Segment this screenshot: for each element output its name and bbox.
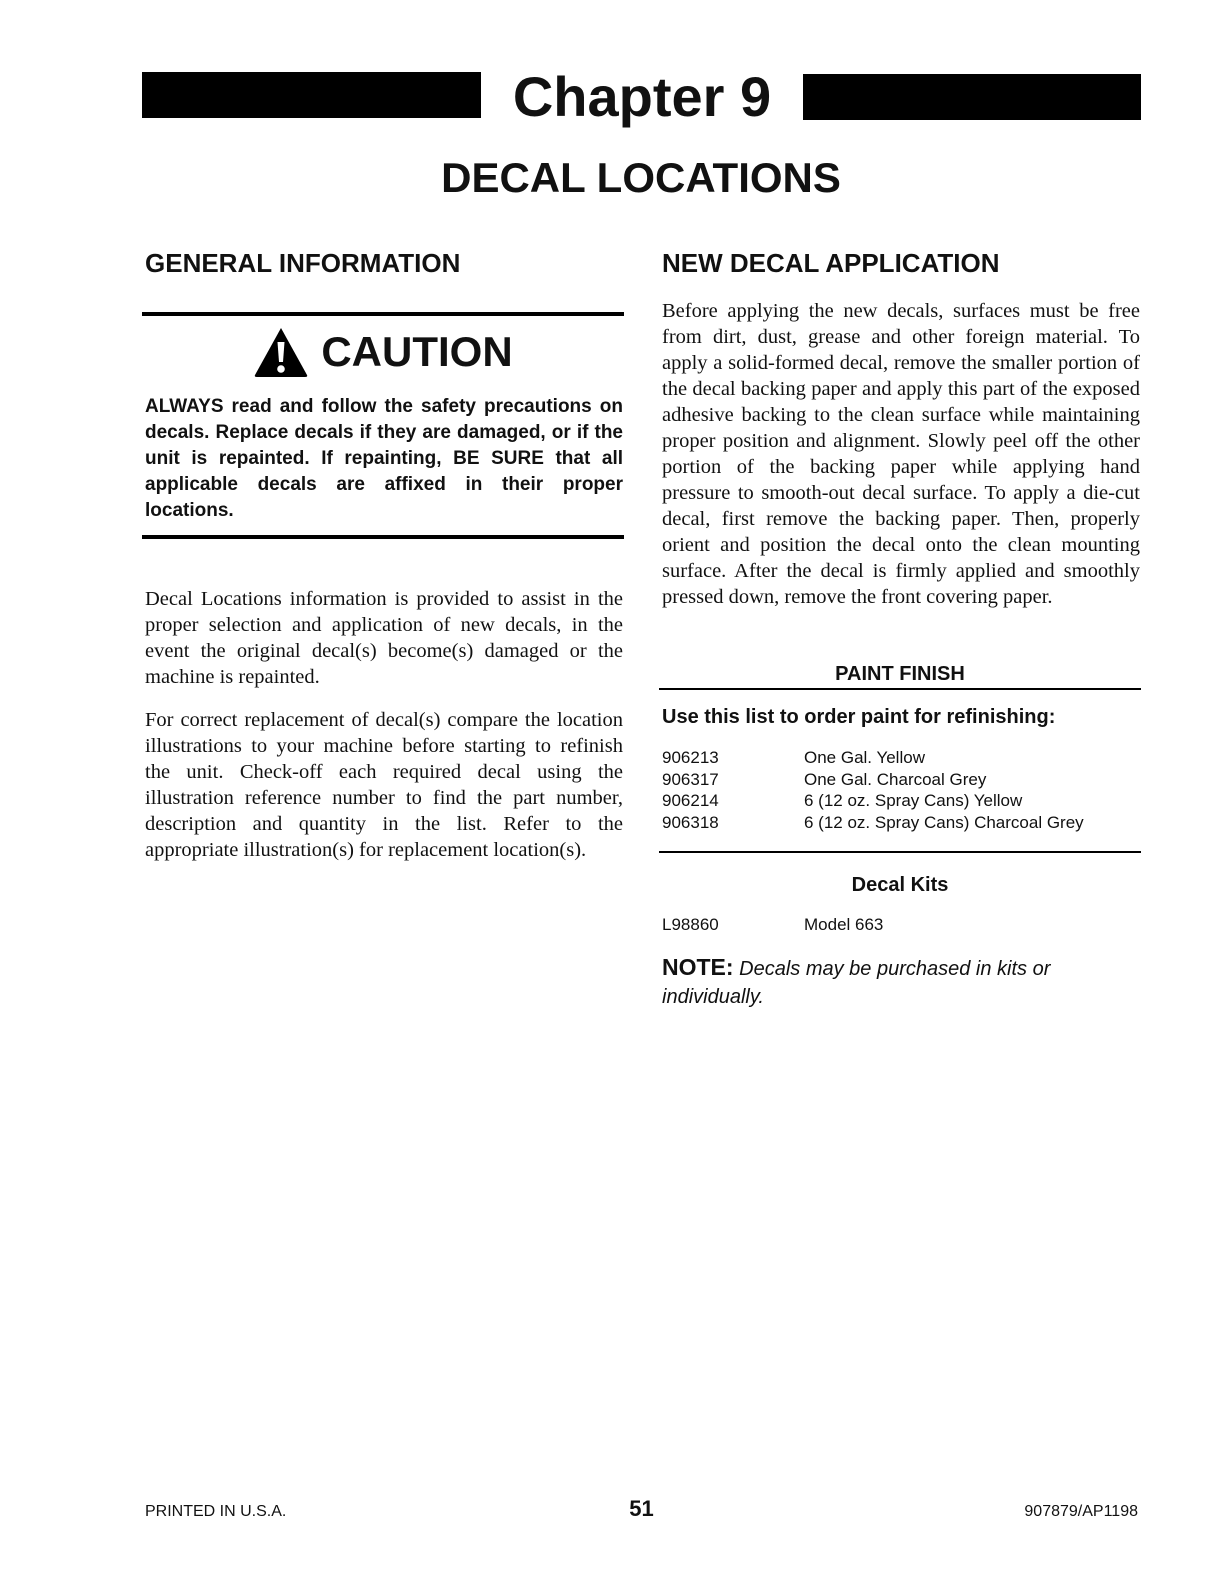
caution-text: ALWAYS read and follow the safety precautions on decals. Replace decals if they are damaged, or if the unit is repainted. If repainting, BE SURE that all applicable decals are affixed in their proper locations. [145,396,623,521]
general-information-paragraph-1: Decal Locations information is provided to assist in the proper selection and application of new decals, in the event the original decal(s) become(s) damaged or the machine is repainted. [145,588,623,688]
paint-code: 906317 [662,769,719,789]
paint-description: 6 (12 oz. Spray Cans) Yellow [804,791,1023,811]
note-text: Decals may be purchased in kits or individually. [662,958,1051,1008]
note-label: NOTE: [662,954,734,980]
section-divider [659,851,1141,853]
footer-printed: PRINTED IN U.S.A. [145,1503,287,1520]
caution-header [142,326,624,378]
note [662,953,1140,1011]
caution-box [142,312,624,539]
general-information-paragraph-2: For correct replacement of decal(s) compare the location illustrations to your machine before starting to refinish the unit. Check-off each required decal using the illustration reference number to find the part number, description and quantity in the list. Refer to the appropriate illustration(s) for replacement location(s). [145,709,623,861]
paint-description: One Gal. Yellow [804,748,925,767]
document-number: 907879/AP1198 [1024,1503,1138,1520]
kit-description: Model 663 [804,915,884,934]
list-item [662,790,1140,812]
list-item [662,747,1140,769]
new-decal-application-heading: NEW DECAL APPLICATION [662,248,1000,278]
list-item [662,914,1140,936]
new-decal-application-text: Before applying the new decals, surfaces must be free from dirt, dust, grease and other foreign material. To apply a solid-formed decal, remove the smaller portion of the decal backing paper and apply this part of the exposed adhesive backing to the clean surface while maintaining proper position and alignment. Slowly peel off the other portion of the backing paper while applying hand pressure to smooth-out decal surface. To apply a die-cut decal, first remove the backing paper. Then, properly orient and position the decal onto the clean mounting surface. After the decal is firmly applied and smoothly pressed down, remove the front covering paper. [662,300,1140,608]
list-item [662,769,1140,791]
chapter-title: Chapter 9 [512,65,772,128]
paint-finish-intro: Use this list to order paint for refinishing: [662,706,1056,728]
paint-code: 906213 [662,748,719,767]
paint-code: 906318 [662,813,719,833]
paint-finish-heading: PAINT FINISH [659,660,1141,690]
paint-description: 6 (12 oz. Spray Cans) Charcoal Grey [804,813,1084,833]
chapter-bar-right [803,74,1141,120]
page-footer [145,1494,1138,1528]
page-number: 51 [629,1496,654,1521]
page-title: DECAL LOCATIONS [441,154,841,201]
paint-description: One Gal. Charcoal Grey [804,769,987,789]
decal-kits-heading: Decal Kits [851,874,949,896]
chapter-bar-left [142,72,481,118]
kit-code: L98860 [662,915,719,934]
caution-label: CAUTION [321,328,513,375]
warning-triangle-icon [253,326,309,378]
general-information-column [145,246,623,280]
paint-code: 906214 [662,791,719,811]
list-item [662,812,1140,834]
general-information-heading: GENERAL INFORMATION [145,248,461,278]
chapter-header [142,66,1141,128]
paint-list [662,747,1140,834]
new-decal-application-column [662,246,1140,280]
